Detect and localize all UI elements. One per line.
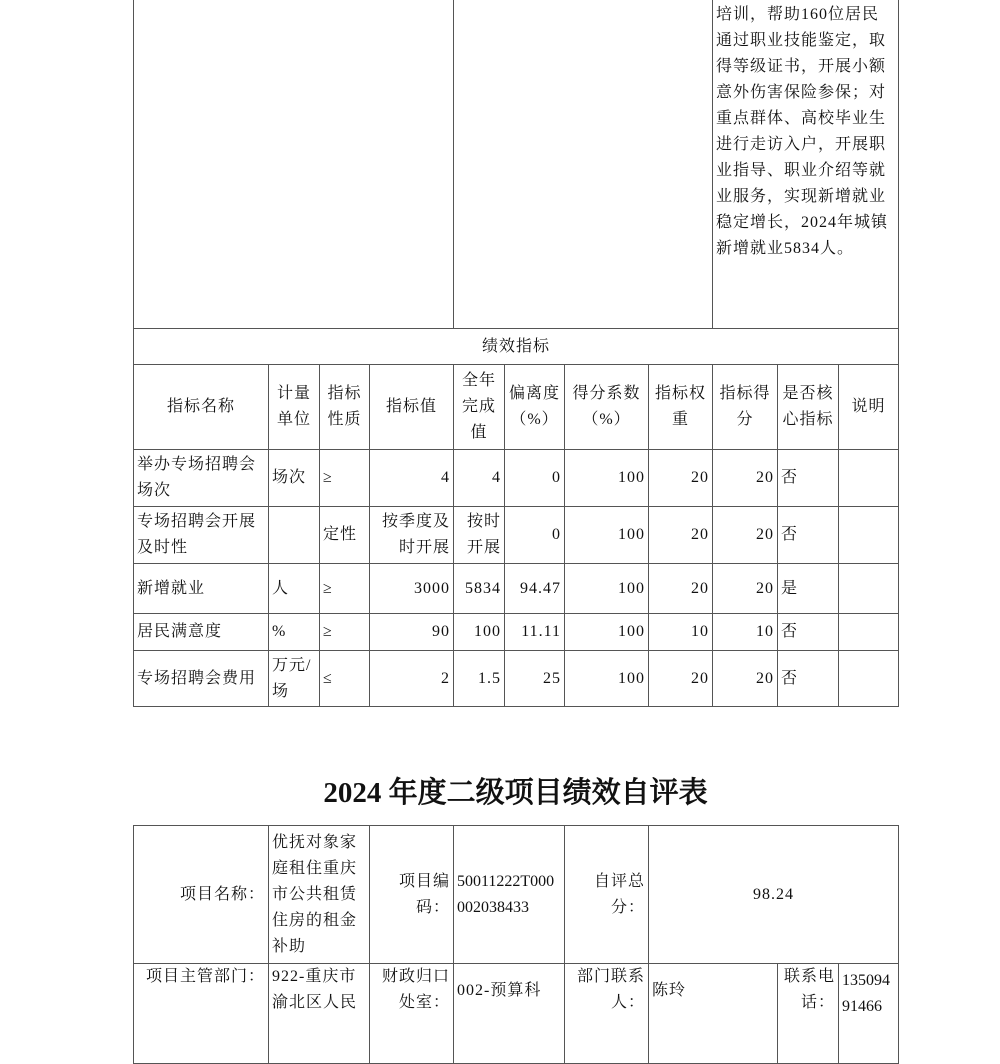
cell-coefficient: 100 bbox=[565, 450, 649, 507]
cell-actual: 按时开展 bbox=[454, 507, 505, 564]
cell-name: 居民满意度 bbox=[134, 614, 269, 651]
cell-core: 否 bbox=[778, 651, 839, 707]
table-row bbox=[134, 651, 899, 707]
cell-weight: 20 bbox=[649, 507, 713, 564]
form-title: 2024 年度二级项目绩效自评表 bbox=[323, 777, 708, 809]
self-score: 98.24 bbox=[649, 826, 899, 964]
header-cell: 得分系数（%） bbox=[565, 365, 649, 450]
cell-coefficient: 100 bbox=[565, 507, 649, 564]
cell-score: 20 bbox=[713, 564, 778, 614]
cell-note bbox=[839, 651, 899, 707]
header-cell: 指标权重 bbox=[649, 365, 713, 450]
cell-weight: 20 bbox=[649, 564, 713, 614]
cell-name: 举办专场招聘会场次 bbox=[134, 450, 269, 507]
cell-target: 2 bbox=[370, 651, 454, 707]
phone-label: 联系电话： bbox=[778, 964, 839, 1064]
cell-weight: 20 bbox=[649, 651, 713, 707]
cell-core: 否 bbox=[778, 507, 839, 564]
cell-core: 是 bbox=[778, 564, 839, 614]
project-info-table bbox=[133, 825, 899, 1064]
cell-unit: % bbox=[269, 614, 320, 651]
empty-cell bbox=[134, 0, 454, 329]
cell-nature: 定性 bbox=[320, 507, 370, 564]
cell-nature: ≤ bbox=[320, 651, 370, 707]
summary-text: 培训，帮助160位居民通过职业技能鉴定，取得等级证书，开展小额意外伤害保险参保；对重点群体、高校毕业生进行走访入户，开展职业指导、职业介绍等就业服务，实现新增就业稳定增长，2024年城镇新增就业5834人。 bbox=[713, 0, 899, 329]
cell-coefficient: 100 bbox=[565, 614, 649, 651]
cell-target: 按季度及时开展 bbox=[370, 507, 454, 564]
cell-core: 否 bbox=[778, 450, 839, 507]
cell-coefficient: 100 bbox=[565, 564, 649, 614]
project-name-label: 项目名称： bbox=[134, 826, 269, 964]
cell-unit: 人 bbox=[269, 564, 320, 614]
cell-weight: 20 bbox=[649, 450, 713, 507]
header-cell: 全年完成值 bbox=[454, 365, 505, 450]
table-row bbox=[134, 614, 899, 651]
cell-note bbox=[839, 614, 899, 651]
header-cell: 指标值 bbox=[370, 365, 454, 450]
cell-score: 20 bbox=[713, 450, 778, 507]
table-row bbox=[134, 450, 899, 507]
cell-note bbox=[839, 564, 899, 614]
project-code-label: 项目编码： bbox=[370, 826, 454, 964]
cell-target: 3000 bbox=[370, 564, 454, 614]
score-label: 自评总分： bbox=[565, 826, 649, 964]
cell-nature: ≥ bbox=[320, 564, 370, 614]
cell-actual: 5834 bbox=[454, 564, 505, 614]
table-row bbox=[134, 564, 899, 614]
cell-score: 20 bbox=[713, 507, 778, 564]
header-cell: 计量单位 bbox=[269, 365, 320, 450]
cell-deviation: 0 bbox=[505, 507, 565, 564]
cell-unit: 万元/场 bbox=[269, 651, 320, 707]
cell-note bbox=[839, 450, 899, 507]
cell-core: 否 bbox=[778, 614, 839, 651]
cell-score: 20 bbox=[713, 651, 778, 707]
cell-target: 4 bbox=[370, 450, 454, 507]
header-cell: 说明 bbox=[839, 365, 899, 450]
cell-coefficient: 100 bbox=[565, 651, 649, 707]
cell-unit: 场次 bbox=[269, 450, 320, 507]
cell-actual: 4 bbox=[454, 450, 505, 507]
table-row bbox=[134, 507, 899, 564]
dept: 922-重庆市渝北区人民 bbox=[269, 964, 370, 1064]
contact: 陈玲 bbox=[649, 964, 778, 1064]
empty-cell bbox=[454, 0, 713, 329]
cell-deviation: 25 bbox=[505, 651, 565, 707]
project-code: 50011222T000002038433 bbox=[454, 826, 565, 964]
finance-label: 财政归口处室： bbox=[370, 964, 454, 1064]
cell-deviation: 94.47 bbox=[505, 564, 565, 614]
dept-label: 项目主管部门： bbox=[134, 964, 269, 1064]
header-row bbox=[134, 365, 899, 450]
cell-name: 新增就业 bbox=[134, 564, 269, 614]
cell-score: 10 bbox=[713, 614, 778, 651]
phone: 13509491466 bbox=[839, 964, 899, 1064]
cell-name: 专场招聘会费用 bbox=[134, 651, 269, 707]
cell-actual: 1.5 bbox=[454, 651, 505, 707]
header-cell: 指标性质 bbox=[320, 365, 370, 450]
cell-nature: ≥ bbox=[320, 614, 370, 651]
cell-unit bbox=[269, 507, 320, 564]
cell-name: 专场招聘会开展及时性 bbox=[134, 507, 269, 564]
header-cell: 指标得分 bbox=[713, 365, 778, 450]
performance-indicator-table bbox=[133, 0, 899, 707]
cell-actual: 100 bbox=[454, 614, 505, 651]
finance: 002-预算科 bbox=[454, 964, 565, 1064]
project-name: 优抚对象家庭租住重庆市公共租赁住房的租金补助 bbox=[269, 826, 370, 964]
section-title: 绩效指标 bbox=[134, 329, 899, 365]
cell-nature: ≥ bbox=[320, 450, 370, 507]
cell-note bbox=[839, 507, 899, 564]
cell-target: 90 bbox=[370, 614, 454, 651]
cell-deviation: 11.11 bbox=[505, 614, 565, 651]
cell-weight: 10 bbox=[649, 614, 713, 651]
header-cell: 指标名称 bbox=[134, 365, 269, 450]
header-cell: 偏离度（%） bbox=[505, 365, 565, 450]
cell-deviation: 0 bbox=[505, 450, 565, 507]
contact-label: 部门联系人： bbox=[565, 964, 649, 1064]
header-cell: 是否核心指标 bbox=[778, 365, 839, 450]
